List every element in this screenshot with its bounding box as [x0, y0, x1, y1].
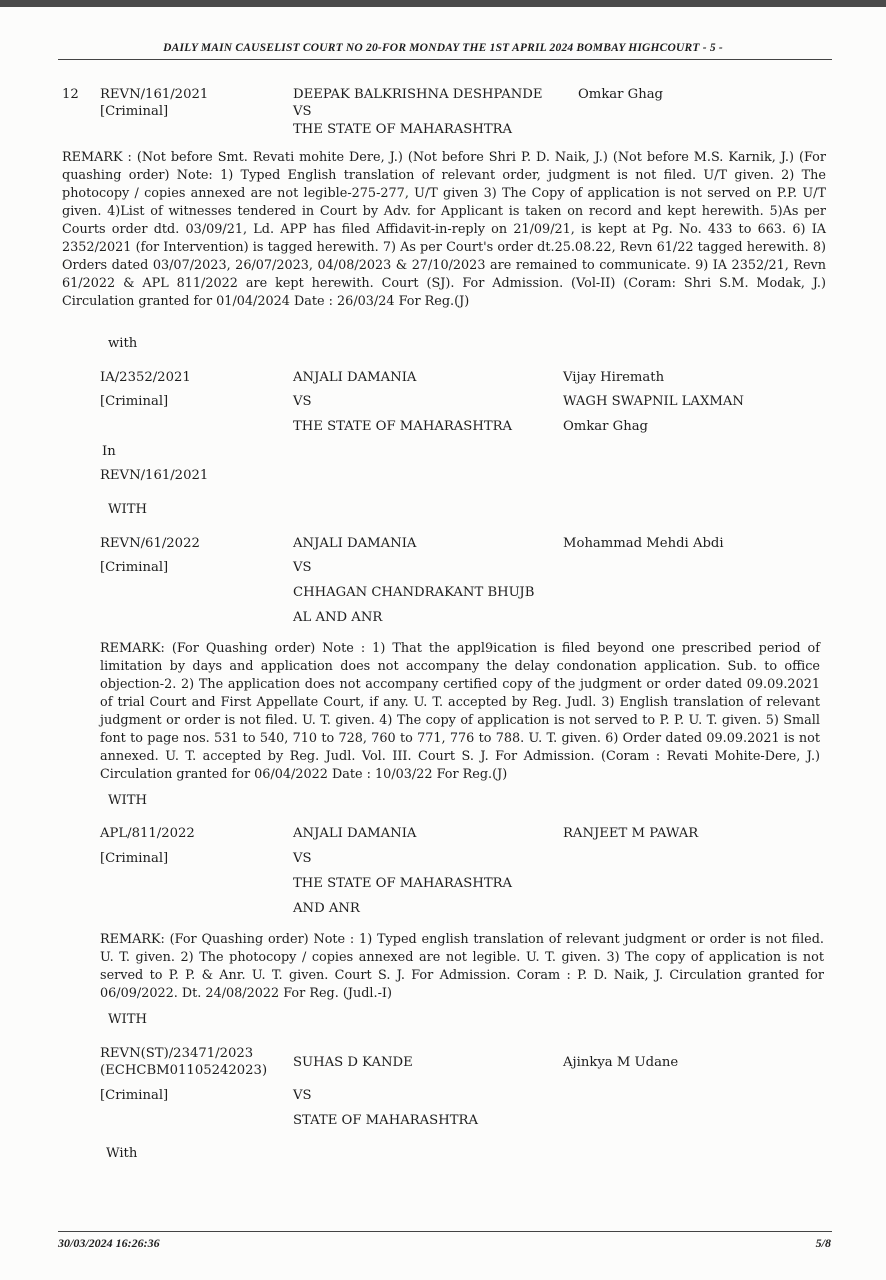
respondent-continued: AL AND ANR	[293, 610, 383, 625]
in-label: In	[102, 444, 116, 459]
with-label: with	[108, 336, 138, 351]
petitioner: ANJALI DAMANIA	[293, 370, 417, 385]
case-number: REVN/161/2021	[100, 87, 209, 102]
case-category: [Criminal]	[100, 104, 169, 119]
page-header: DAILY MAIN CAUSELIST COURT NO 20-FOR MONDAY THE 1ST APRIL 2024 BOMBAY HIGHCOURT - 5 -	[163, 42, 723, 54]
top-bar	[0, 0, 886, 7]
advocate: Vijay Hiremath	[563, 370, 665, 385]
in-case-number: REVN/161/2021	[100, 468, 209, 483]
case-remark: REMARK : (Not before Smt. Revati mohite Dere, J.) (Not before Shri P. D. Naik, J.) (Not before M.S. Karnik, J.) (For quashing order) Note: 1) Typed English translation of relevant order, judgment is not filed. U/T given. 2) The photocopy / copies annexed are not legible-275-277, U/T given 3) The Copy of application is not served on P.P. U/T given. 4)List of witnesses tendered in Court by Adv. for Applicant is taken on record and kept herewith. 5)As per Courts order dtd. 03/09/21, Ld. APP has filed Affidavit-in-reply on 21/09/21, is kept at Pg. No. 433 to 663. 6) IA 2352/2021 (for Intervention) is tagged herewith. 7) As per Court's order dt.25.08.22, Revn 61/22 tagged herewith. 8) Orders dated 03/07/2023, 26/07/2023, 04/08/2023 & 27/10/2023 are remained to communicate. 9) IA 2352/21, Revn 61/2022 & APL 811/2022 are kept herewith. Court (SJ). For Admission. (Vol-II) (Coram: Shri S.M. Modak, J.) Circulation granted for 01/04/2024 Date : 26/03/24 For Reg.(J)	[62, 150, 826, 309]
case-number: APL/811/2022	[100, 826, 195, 841]
header-rule	[58, 59, 832, 60]
case-category: [Criminal]	[100, 560, 169, 575]
respondent: THE STATE OF MAHARASHTRA	[293, 419, 513, 434]
footer-rule	[58, 1231, 832, 1232]
with-label: WITH	[108, 502, 148, 517]
case-category: [Criminal]	[100, 394, 169, 409]
respondent: THE STATE OF MAHARASHTRA	[293, 122, 513, 137]
case-number: IA/2352/2021	[100, 370, 191, 385]
with-label: With	[106, 1146, 138, 1161]
respondent: CHHAGAN CHANDRAKANT BHUJB	[293, 585, 535, 600]
print-timestamp: 30/03/2024 16:26:36	[58, 1236, 160, 1250]
advocate: RANJEET M PAWAR	[563, 826, 699, 841]
with-label: WITH	[108, 793, 148, 808]
advocate: Omkar Ghag	[563, 419, 648, 434]
advocate: WAGH SWAPNIL LAXMAN	[563, 394, 744, 409]
page-number: 5/8	[815, 1236, 831, 1250]
advocate: Ajinkya M Udane	[563, 1055, 679, 1070]
petitioner: DEEPAK BALKRISHNA DESHPANDE	[293, 87, 543, 102]
case-category: [Criminal]	[100, 1088, 169, 1103]
case-number: REVN(ST)/23471/2023	[100, 1046, 254, 1061]
case-remark: REMARK: (For Quashing order) Note : 1) Typed english translation of relevant judgment or order is not filed. U. T. given. 2) The photocopy / copies annexed are not legible. U. T. given. 3) The copy of application is not served to P. P. & Anr. U. T. given. Court S. J. For Admission. Coram : P. D. Naik, J. Circulation granted for 06/09/2022. Dt. 24/08/2022 For Reg. (Judl.-I)	[100, 932, 824, 1001]
respondent: STATE OF MAHARASHTRA	[293, 1113, 478, 1128]
versus: VS	[293, 394, 312, 409]
advocate: Mohammad Mehdi Abdi	[563, 536, 724, 551]
respondent-continued: AND ANR	[293, 901, 360, 916]
versus: VS	[293, 1088, 312, 1103]
case-category: [Criminal]	[100, 851, 169, 866]
versus: VS	[293, 104, 312, 119]
petitioner: ANJALI DAMANIA	[293, 536, 417, 551]
case-number: REVN/61/2022	[100, 536, 200, 551]
advocate: Omkar Ghag	[578, 87, 663, 102]
versus: VS	[293, 851, 312, 866]
with-label: WITH	[108, 1012, 148, 1027]
versus: VS	[293, 560, 312, 575]
petitioner: SUHAS D KANDE	[293, 1055, 413, 1070]
serial-number: 12	[62, 87, 79, 102]
respondent: THE STATE OF MAHARASHTRA	[293, 876, 513, 891]
cnr-number: (ECHCBM01105242023)	[100, 1063, 268, 1078]
petitioner: ANJALI DAMANIA	[293, 826, 417, 841]
case-remark: REMARK: (For Quashing order) Note : 1) That the appl9ication is filed beyond one prescribed period of limitation by days and application does not accompany the delay condonation application. Sub. to office objection-2. 2) The application does not accompany certified copy of the judgment or order dated 09.09.2021 of trial Court and First Appellate Court, if any. U. T. accepted by Reg. Judl. 3) English translation of relevant judgment or order is not filed. U. T. given. 4) The copy of application is not served to P. P. U. T. given. 5) Small font to page nos. 531 to 540, 710 to 728, 760 to 771, 776 to 788. U. T. given. 6) Order dated 09.09.2021 is not annexed. U. T. accepted by Reg. Judl. Vol. III. Court S. J. For Admission. (Coram : Revati Mohite-Dere, J.) Circulation granted for 06/04/2022 Date : 10/03/22 For Reg.(J)	[100, 641, 820, 782]
